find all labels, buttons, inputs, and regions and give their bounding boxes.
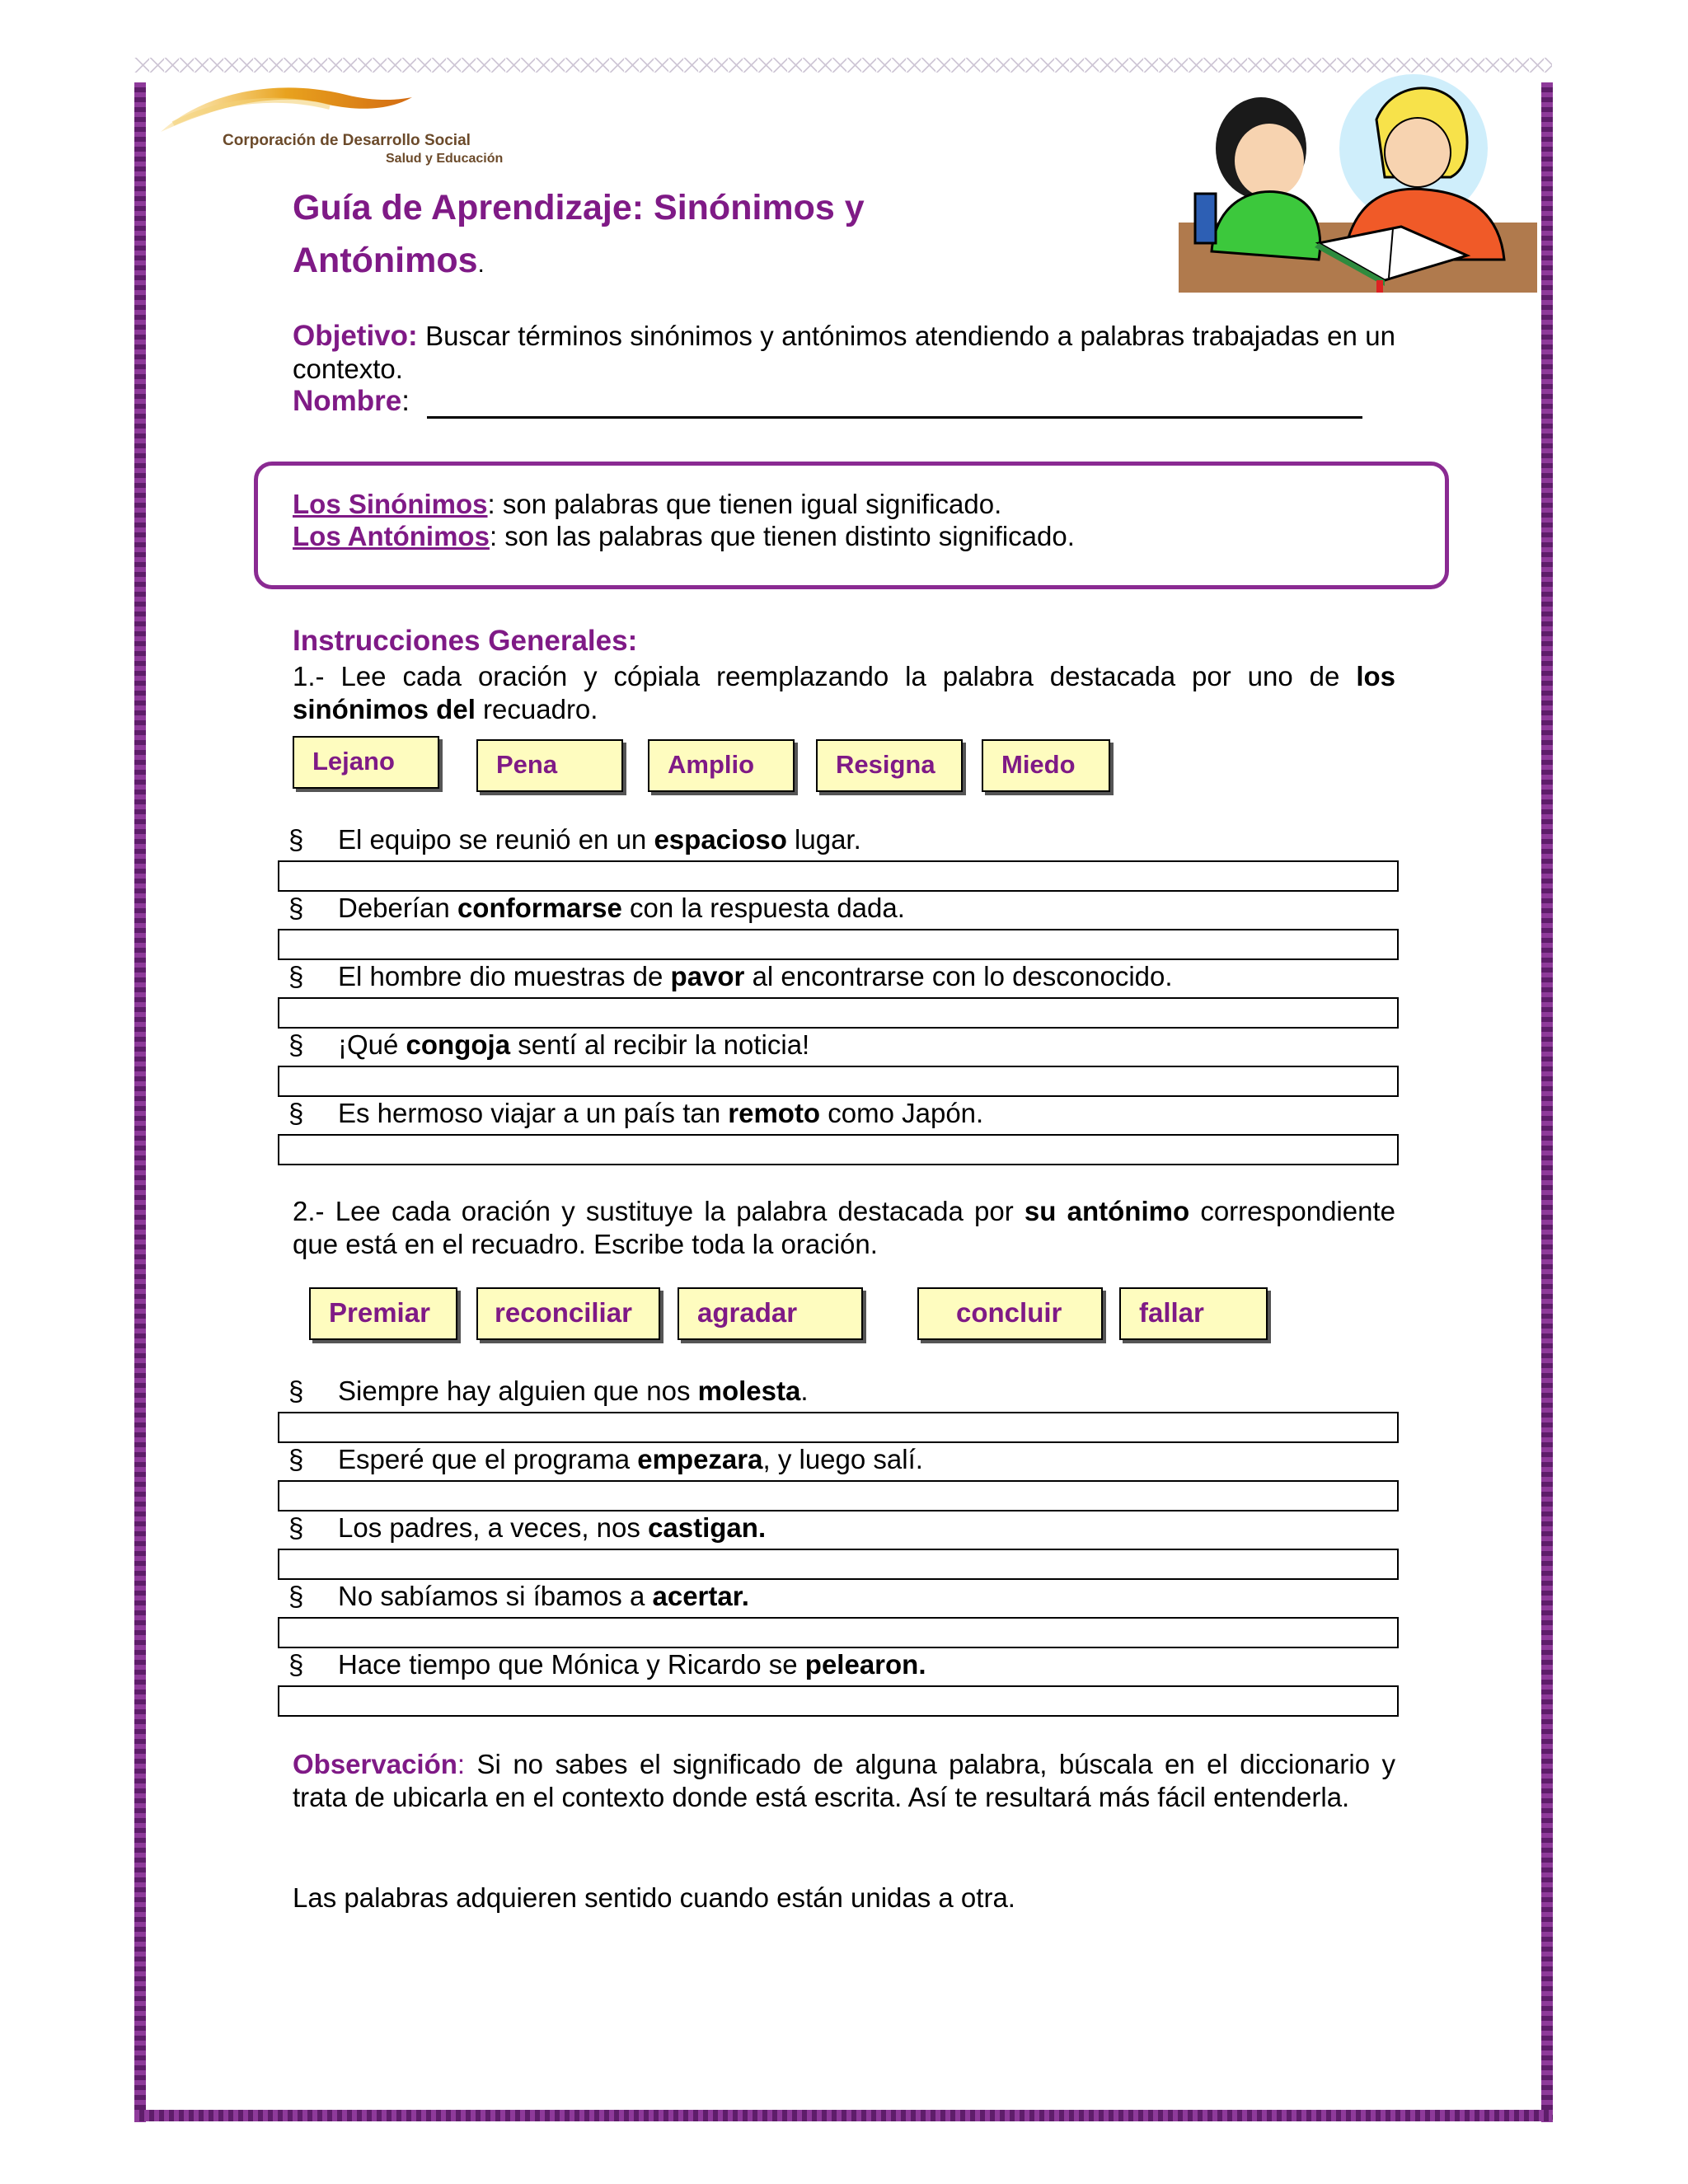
objective-paragraph [293,320,1395,386]
instructions-heading: Instrucciones Generales: [293,625,638,657]
observation-paragraph [293,1748,1395,1814]
sentence-1-4: ¡Qué congoja sentí al recibir la noticia! [338,1029,810,1060]
bullet-symbol: § [288,1098,304,1128]
page-border-left [134,82,146,2122]
instruction-2-a: 2.- Lee cada oración y sustituye la palabra destacada por [293,1196,1025,1226]
name-colon: : [401,385,410,417]
sentence-2-1: Siempre hay alguien que nos molesta. [338,1376,809,1406]
bullet-symbol: § [288,1649,304,1680]
org-name: Corporación de Desarrollo Social [223,132,471,149]
antonym-word-box: concluir [917,1287,1103,1340]
antonym-word-box: fallar [1119,1287,1268,1340]
answer-field-2-2[interactable] [278,1480,1399,1511]
answer-field-1-1[interactable] [278,860,1399,892]
title-line-2: Antónimos [293,241,478,280]
bullet-symbol: § [288,893,304,923]
sentence-1-1: El equipo se reunió en un espacioso lugar. [338,824,861,855]
sentence-2-3: Los padres, a veces, nos castigan. [338,1512,767,1543]
bullet-symbol: § [288,1029,304,1060]
antonym-word-box: reconciliar [476,1287,660,1340]
instruction-1-b: los sinónimos del [293,661,1395,724]
objective-label: Objetivo: [293,320,418,352]
synonym-word-box: Pena [476,739,623,792]
instruction-1-c: recuadro. [475,694,598,724]
sentence-2-5: Hace tiempo que Mónica y Ricardo se pelearon. [338,1649,926,1680]
synonym-definition [293,488,1001,521]
sentence-2-4: No sabíamos si íbamos a acertar. [338,1581,749,1611]
instruction-1-a: 1.- Lee cada oración y cópiala reemplazando la palabra destacada por uno de [293,661,1357,691]
name-input-line[interactable] [427,416,1362,419]
antonym-label: Los Antónimos [293,521,490,551]
instruction-2-b: su antónimo [1024,1196,1190,1226]
answer-field-1-2[interactable] [278,929,1399,960]
antonym-word-box: agradar [678,1287,863,1340]
synonym-word-box: Amplio [648,739,795,792]
bullet-symbol: § [288,1581,304,1611]
instruction-1 [293,660,1395,726]
bullet-symbol: § [288,1376,304,1406]
name-field [293,385,410,418]
closing-sentence: Las palabras adquieren sentido cuando están unidas a otra. [293,1882,1015,1913]
answer-field-1-4[interactable] [278,1066,1399,1097]
title-line-1: Guía de Aprendizaje: Sinónimos y [293,188,865,227]
synonym-word-box: Resigna [816,739,963,792]
bullet-symbol: § [288,961,304,991]
answer-field-2-4[interactable] [278,1617,1399,1648]
synonym-word-box: Lejano [293,736,439,789]
title-end: . [477,251,485,278]
sentence-1-3: El hombre dio muestras de pavor al encontrarse con lo desconocido. [338,961,1173,991]
bullet-symbol: § [288,1512,304,1543]
antonym-text: : son las palabras que tienen distinto significado. [489,521,1075,551]
synonym-text: : son palabras que tienen igual significado. [487,489,1002,519]
objective-text: Buscar términos sinónimos y antónimos atendiendo a palabras trabajadas en un contexto. [293,321,1395,384]
page-border-right [1541,82,1553,2122]
bullet-symbol: § [288,1444,304,1474]
antonym-definition [293,520,1075,553]
answer-field-2-5[interactable] [278,1685,1399,1717]
answer-field-1-3[interactable] [278,997,1399,1029]
sentence-1-5: Es hermoso viajar a un país tan remoto como Japón. [338,1098,984,1128]
observation-colon: : [457,1749,466,1779]
answer-field-2-1[interactable] [278,1412,1399,1443]
answer-field-1-5[interactable] [278,1134,1399,1165]
synonym-label: Los Sinónimos [293,489,488,519]
observation-text: Si no sabes el significado de alguna palabra, búscala en el diccionario y trata de ubicarla en el contexto donde está escrita. Así te resultará más fácil entenderla. [293,1749,1395,1812]
bullet-symbol: § [288,824,304,855]
sentence-1-2: Deberían conformarse con la respuesta dada. [338,893,905,923]
page-title [293,181,1034,291]
children-reading-illustration [1179,70,1537,293]
instruction-2 [293,1195,1395,1261]
answer-field-2-3[interactable] [278,1549,1399,1580]
org-subtitle: Salud y Educación [386,152,504,166]
observation-label: Observación [293,1749,457,1779]
name-label: Nombre [293,385,402,417]
page-border-bottom [134,2110,1552,2121]
synonym-word-box: Miedo [982,739,1110,792]
sentence-2-2: Esperé que el programa empezara, y luego salí. [338,1444,923,1474]
antonym-word-box: Premiar [309,1287,457,1340]
instruction-2-c: correspondiente que está en el recuadro. Escribe toda la oración. [293,1196,1395,1259]
children-reading-icon [1179,70,1537,293]
